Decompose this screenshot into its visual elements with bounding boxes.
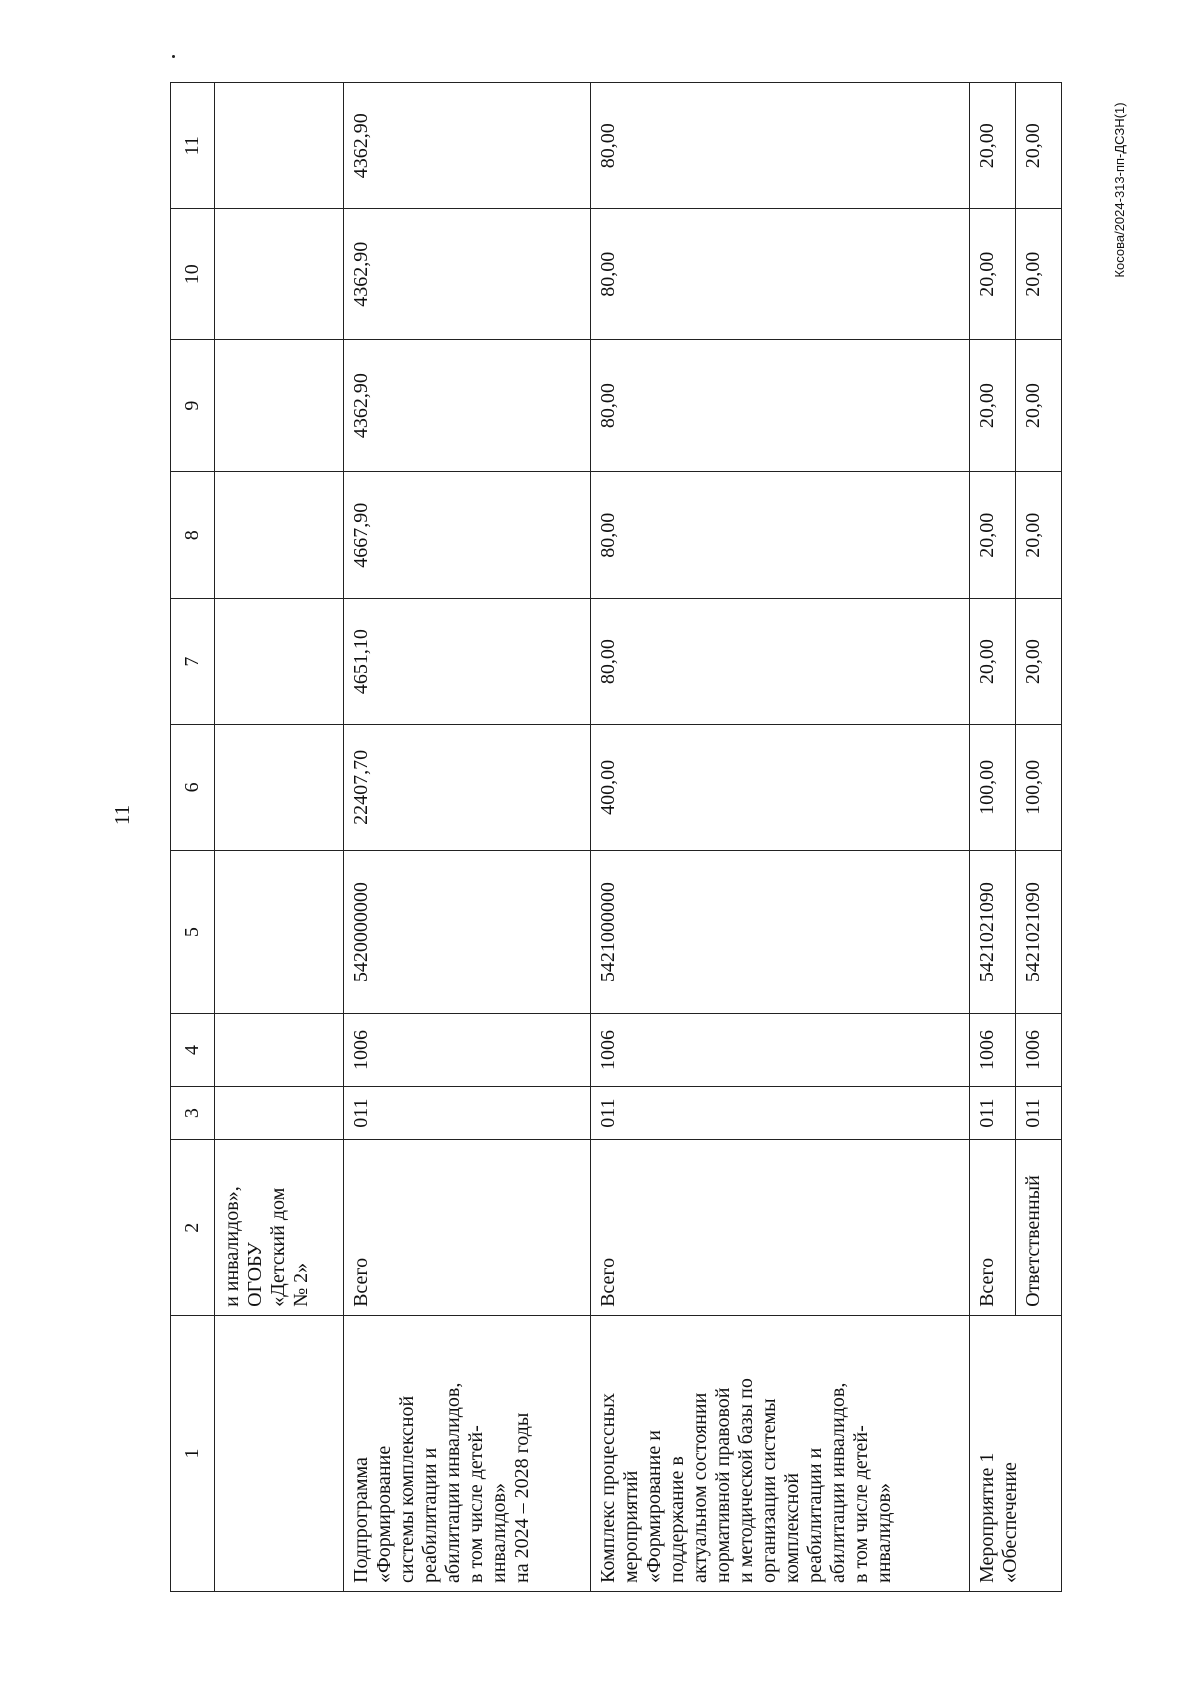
table-cell: 20,00 [1015, 83, 1061, 209]
table-cell: 4362,90 [344, 209, 591, 340]
subprogram-name-cell: Подпрограмма «Формирование системы комплексной реабилитации и абилитации инвалидов, в том числе детей- инвалидов» на 2024 – 2028 годы [344, 1315, 591, 1591]
table-cell: 20,00 [1015, 340, 1061, 472]
table-cell: 4651,10 [344, 599, 591, 724]
table-cell: 20,00 [1015, 209, 1061, 340]
table-cell: 4362,90 [344, 340, 591, 472]
table-cell: Всего [344, 1140, 591, 1315]
table-row-measure [969, 83, 1015, 1592]
table-cell: 011 [344, 1086, 591, 1140]
table-cell: 400,00 [591, 724, 970, 850]
table-row [214, 83, 343, 1592]
table-cell [214, 472, 343, 599]
table-cell: 5421000000 [591, 850, 970, 1013]
header-cell: 1 [171, 1315, 215, 1591]
header-cell: 2 [171, 1140, 215, 1315]
table-cell: 22407,70 [344, 724, 591, 850]
scan-dot [172, 55, 175, 58]
header-cell: 9 [171, 340, 215, 472]
table-cell: 20,00 [1015, 599, 1061, 724]
header-cell: 7 [171, 599, 215, 724]
table-cell: 5421021090 [1015, 850, 1061, 1013]
table-cell: 80,00 [591, 599, 970, 724]
table-cell: 4667,90 [344, 472, 591, 599]
table-cell: 1006 [969, 1014, 1015, 1087]
table-cell: 80,00 [591, 340, 970, 472]
page-number: 11 [110, 804, 134, 826]
header-cell: 4 [171, 1014, 215, 1087]
table-cell [214, 83, 343, 209]
table-cell: 5421021090 [969, 850, 1015, 1013]
header-cell: 8 [171, 472, 215, 599]
document-side-code: Косова/2024-313-пп-ДСЗН(1) [1112, 102, 1127, 278]
table-cell: 100,00 [1015, 724, 1061, 850]
table-cell: 1006 [1015, 1014, 1061, 1087]
table-cell: 20,00 [1015, 472, 1061, 599]
table-cell: 1006 [591, 1014, 970, 1087]
complex-name-cell: Комплекс процессных мероприятий «Формирование и поддержание в актуальном состоянии нормативной правовой и методической базы по организации системы комплексной реабилитации и абилитации инвалидов, в том числе детей- инвалидов» [591, 1315, 970, 1591]
table-cell: 20,00 [969, 599, 1015, 724]
measure-name-cell: Мероприятие 1 «Обеспечение [969, 1315, 1061, 1591]
table-cell [214, 1315, 343, 1591]
table-cell: 011 [591, 1086, 970, 1140]
table-cell: Ответственный [1015, 1140, 1061, 1315]
table-cell [214, 724, 343, 850]
executor-continuation-cell: и инвалидов», ОГОБУ «Детский дом № 2» [214, 1140, 343, 1315]
table-cell: 20,00 [969, 340, 1015, 472]
table-cell [214, 850, 343, 1013]
header-cell: 5 [171, 850, 215, 1013]
table-cell: 011 [1015, 1086, 1061, 1140]
table-cell [214, 1086, 343, 1140]
header-row [171, 83, 215, 1592]
table-cell [214, 209, 343, 340]
table-cell: 20,00 [969, 209, 1015, 340]
table-cell: 80,00 [591, 472, 970, 599]
table-cell: 20,00 [969, 83, 1015, 209]
header-cell: 11 [171, 83, 215, 209]
rotated-table-wrapper [170, 82, 1062, 1592]
table-cell [214, 340, 343, 472]
table-cell: 80,00 [591, 209, 970, 340]
table-cell: 100,00 [969, 724, 1015, 850]
table-row-complex [591, 83, 970, 1592]
table-cell: Всего [969, 1140, 1015, 1315]
table-cell: 4362,90 [344, 83, 591, 209]
budget-table [170, 82, 1062, 1592]
table-cell: 011 [969, 1086, 1015, 1140]
header-cell: 3 [171, 1086, 215, 1140]
table-row-subprogram [344, 83, 591, 1592]
table-cell: 1006 [344, 1014, 591, 1087]
header-cell: 10 [171, 209, 215, 340]
header-cell: 6 [171, 724, 215, 850]
table-cell: 5420000000 [344, 850, 591, 1013]
table-cell: 20,00 [969, 472, 1015, 599]
table-cell [214, 599, 343, 724]
table-cell [214, 1014, 343, 1087]
table-cell: 80,00 [591, 83, 970, 209]
table-cell: Всего [591, 1140, 970, 1315]
